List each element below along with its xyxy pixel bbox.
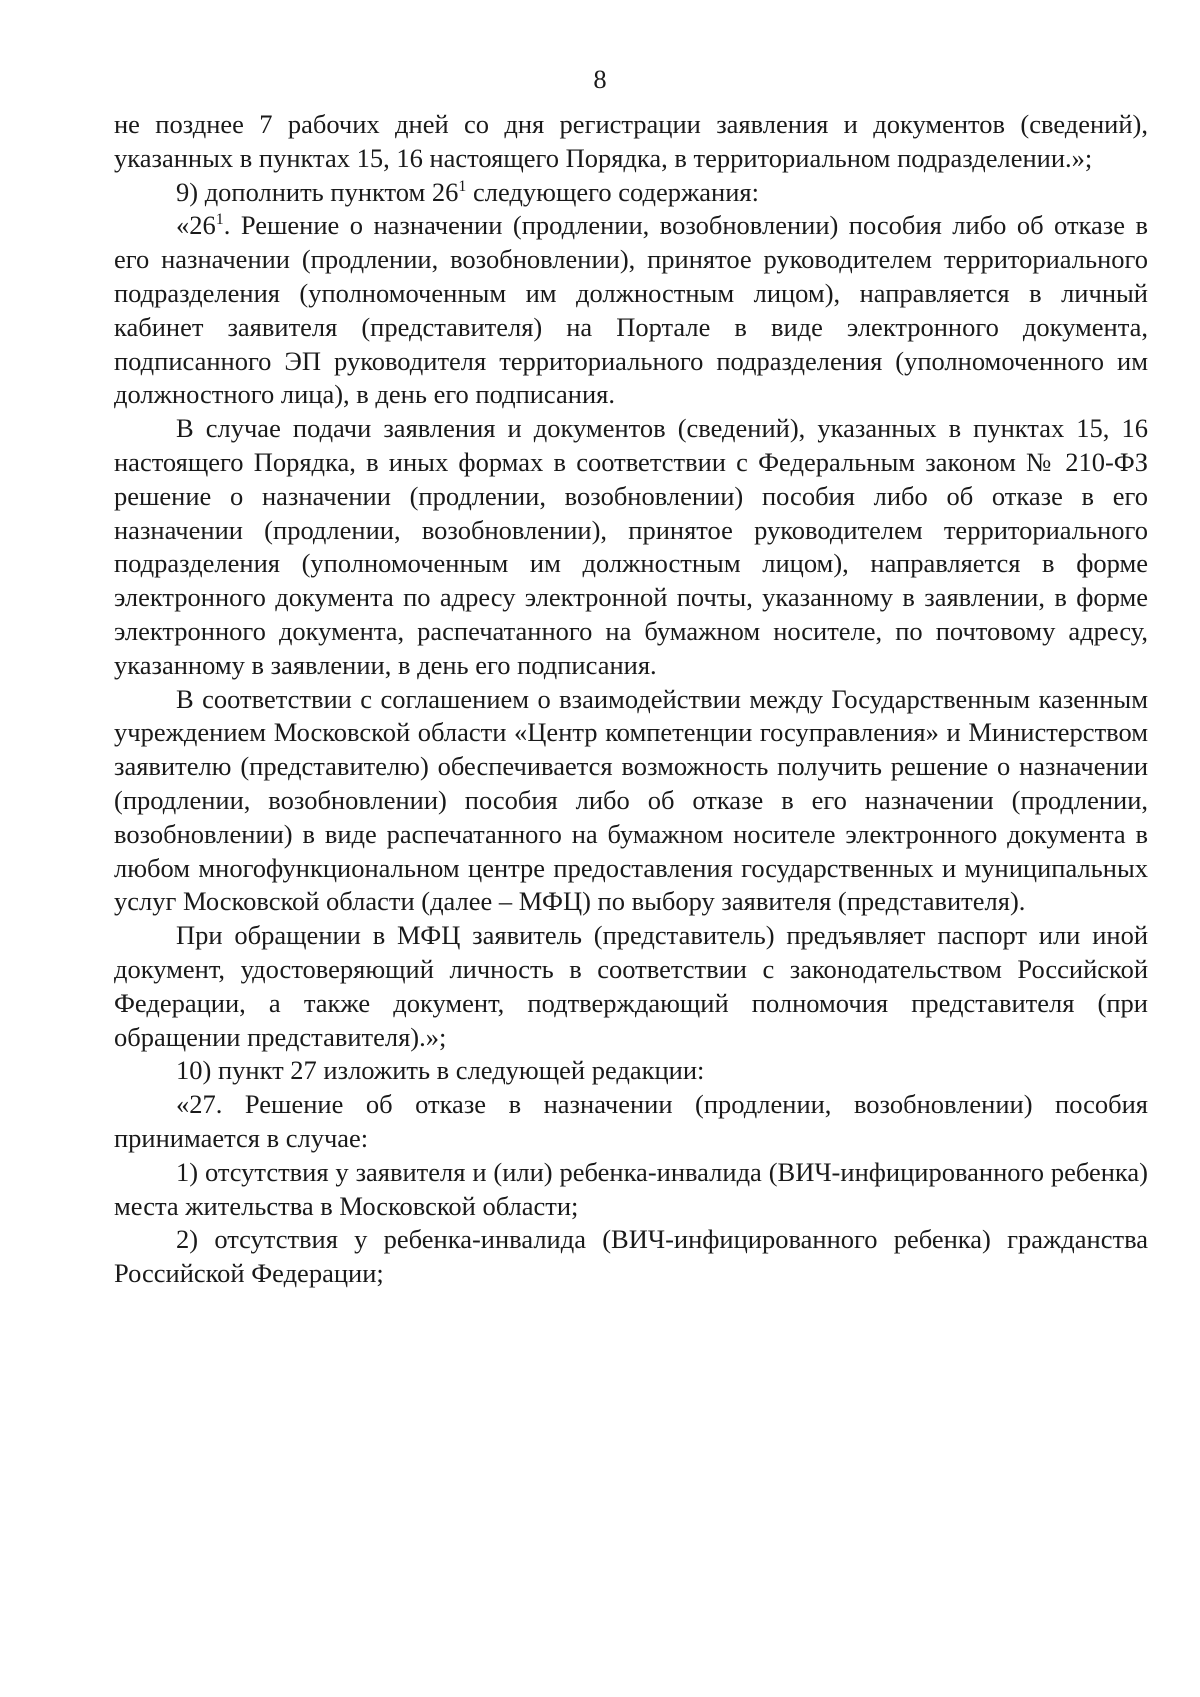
paragraph-agreement-mfc: В соответствии с соглашением о взаимодействии между Государственным казенным учреждением Московской области «Центр компетенции госуправления» и Министерством заявителю (представителю) обеспечивается возможность получить решение о назначении (продлении, возобновлении) пособия либо об отказе в его назначении (продлении, возобновлении) в виде распечатанного на бумажном носителе электронного документа в любом многофункциональном центре предоставления государственных и муниципальных услуг Московской области (далее – МФЦ) по выбору заявителя (представителя).: [114, 683, 1148, 917]
paragraph-subitem-2: 2) отсутствия у ребенка-инвалида (ВИЧ-инфицированного ребенка) гражданства Российской Федерации;: [114, 1224, 1148, 1289]
page-number: 8: [593, 64, 607, 94]
paragraph-item-9: [114, 176, 1148, 210]
paragraph-continuation: не позднее 7 рабочих дней со дня регистрации заявления и документов (сведений), указанных в пунктах 15, 16 настоящего Порядка, в территориальном подразделении.»;: [114, 109, 1148, 173]
paragraph-mfc-documents: При обращении в МФЦ заявитель (представитель) предъявляет паспорт или иной документ, удостоверяющий личность в соответствии с законодательством Российской Федерации, а также документ, подтверждающий полномочия представителя (при обращении представителя).»;: [114, 920, 1148, 1052]
superscript-1: 1: [458, 177, 467, 195]
paragraph-other-forms: В случае подачи заявления и документов (сведений), указанных в пунктах 15, 16 настоящего Порядка, в иных формах в соответствии с Федеральным законом № 210-ФЗ решение о назначении (продлении, возобновлении) пособия либо об отказе в его назначении (продлении, возобновлении), принятое руководителем территориального подразделения (уполномоченным им должностным лицом), направляется в форме электронного документа по адресу электронной почты, указанному в заявлении, в форме электронного документа, распечатанного на бумажном носителе, по почтовому адресу, указанному в заявлении, в день его подписания.: [114, 413, 1148, 680]
superscript-1: 1: [215, 211, 224, 229]
paragraph-clause-26-1: [114, 209, 1148, 412]
paragraph-clause-27: «27. Решение об отказе в назначении (продлении, возобновлении) пособия принимается в случае:: [114, 1089, 1148, 1153]
item-9-text-start: 9) дополнить пунктом 26: [176, 176, 459, 207]
paragraph-item-10: 10) пункт 27 изложить в следующей редакции:: [176, 1055, 705, 1086]
item-9-text-end: следующего содержания:: [466, 176, 759, 207]
clause-26-1-number: «26: [176, 210, 216, 241]
paragraph-subitem-1: 1) отсутствия у заявителя и (или) ребенка-инвалида (ВИЧ-инфицированного ребенка) места жительства в Московской области;: [114, 1156, 1148, 1221]
document-body: [114, 108, 1148, 1291]
clause-26-1-text: . Решение о назначении (продлении, возобновлении) пособия либо об отказе в его назначении (продлении, возобновлении), принятое руководителем территориального подразделения (уполномоченным им должностным лицом), направляется в личный кабинет заявителя (представителя) на Портале в виде электронного документа, подписанного ЭП руководителя территориального подразделения (уполномоченного им должностного лица), в день его подписания.: [114, 210, 1148, 410]
